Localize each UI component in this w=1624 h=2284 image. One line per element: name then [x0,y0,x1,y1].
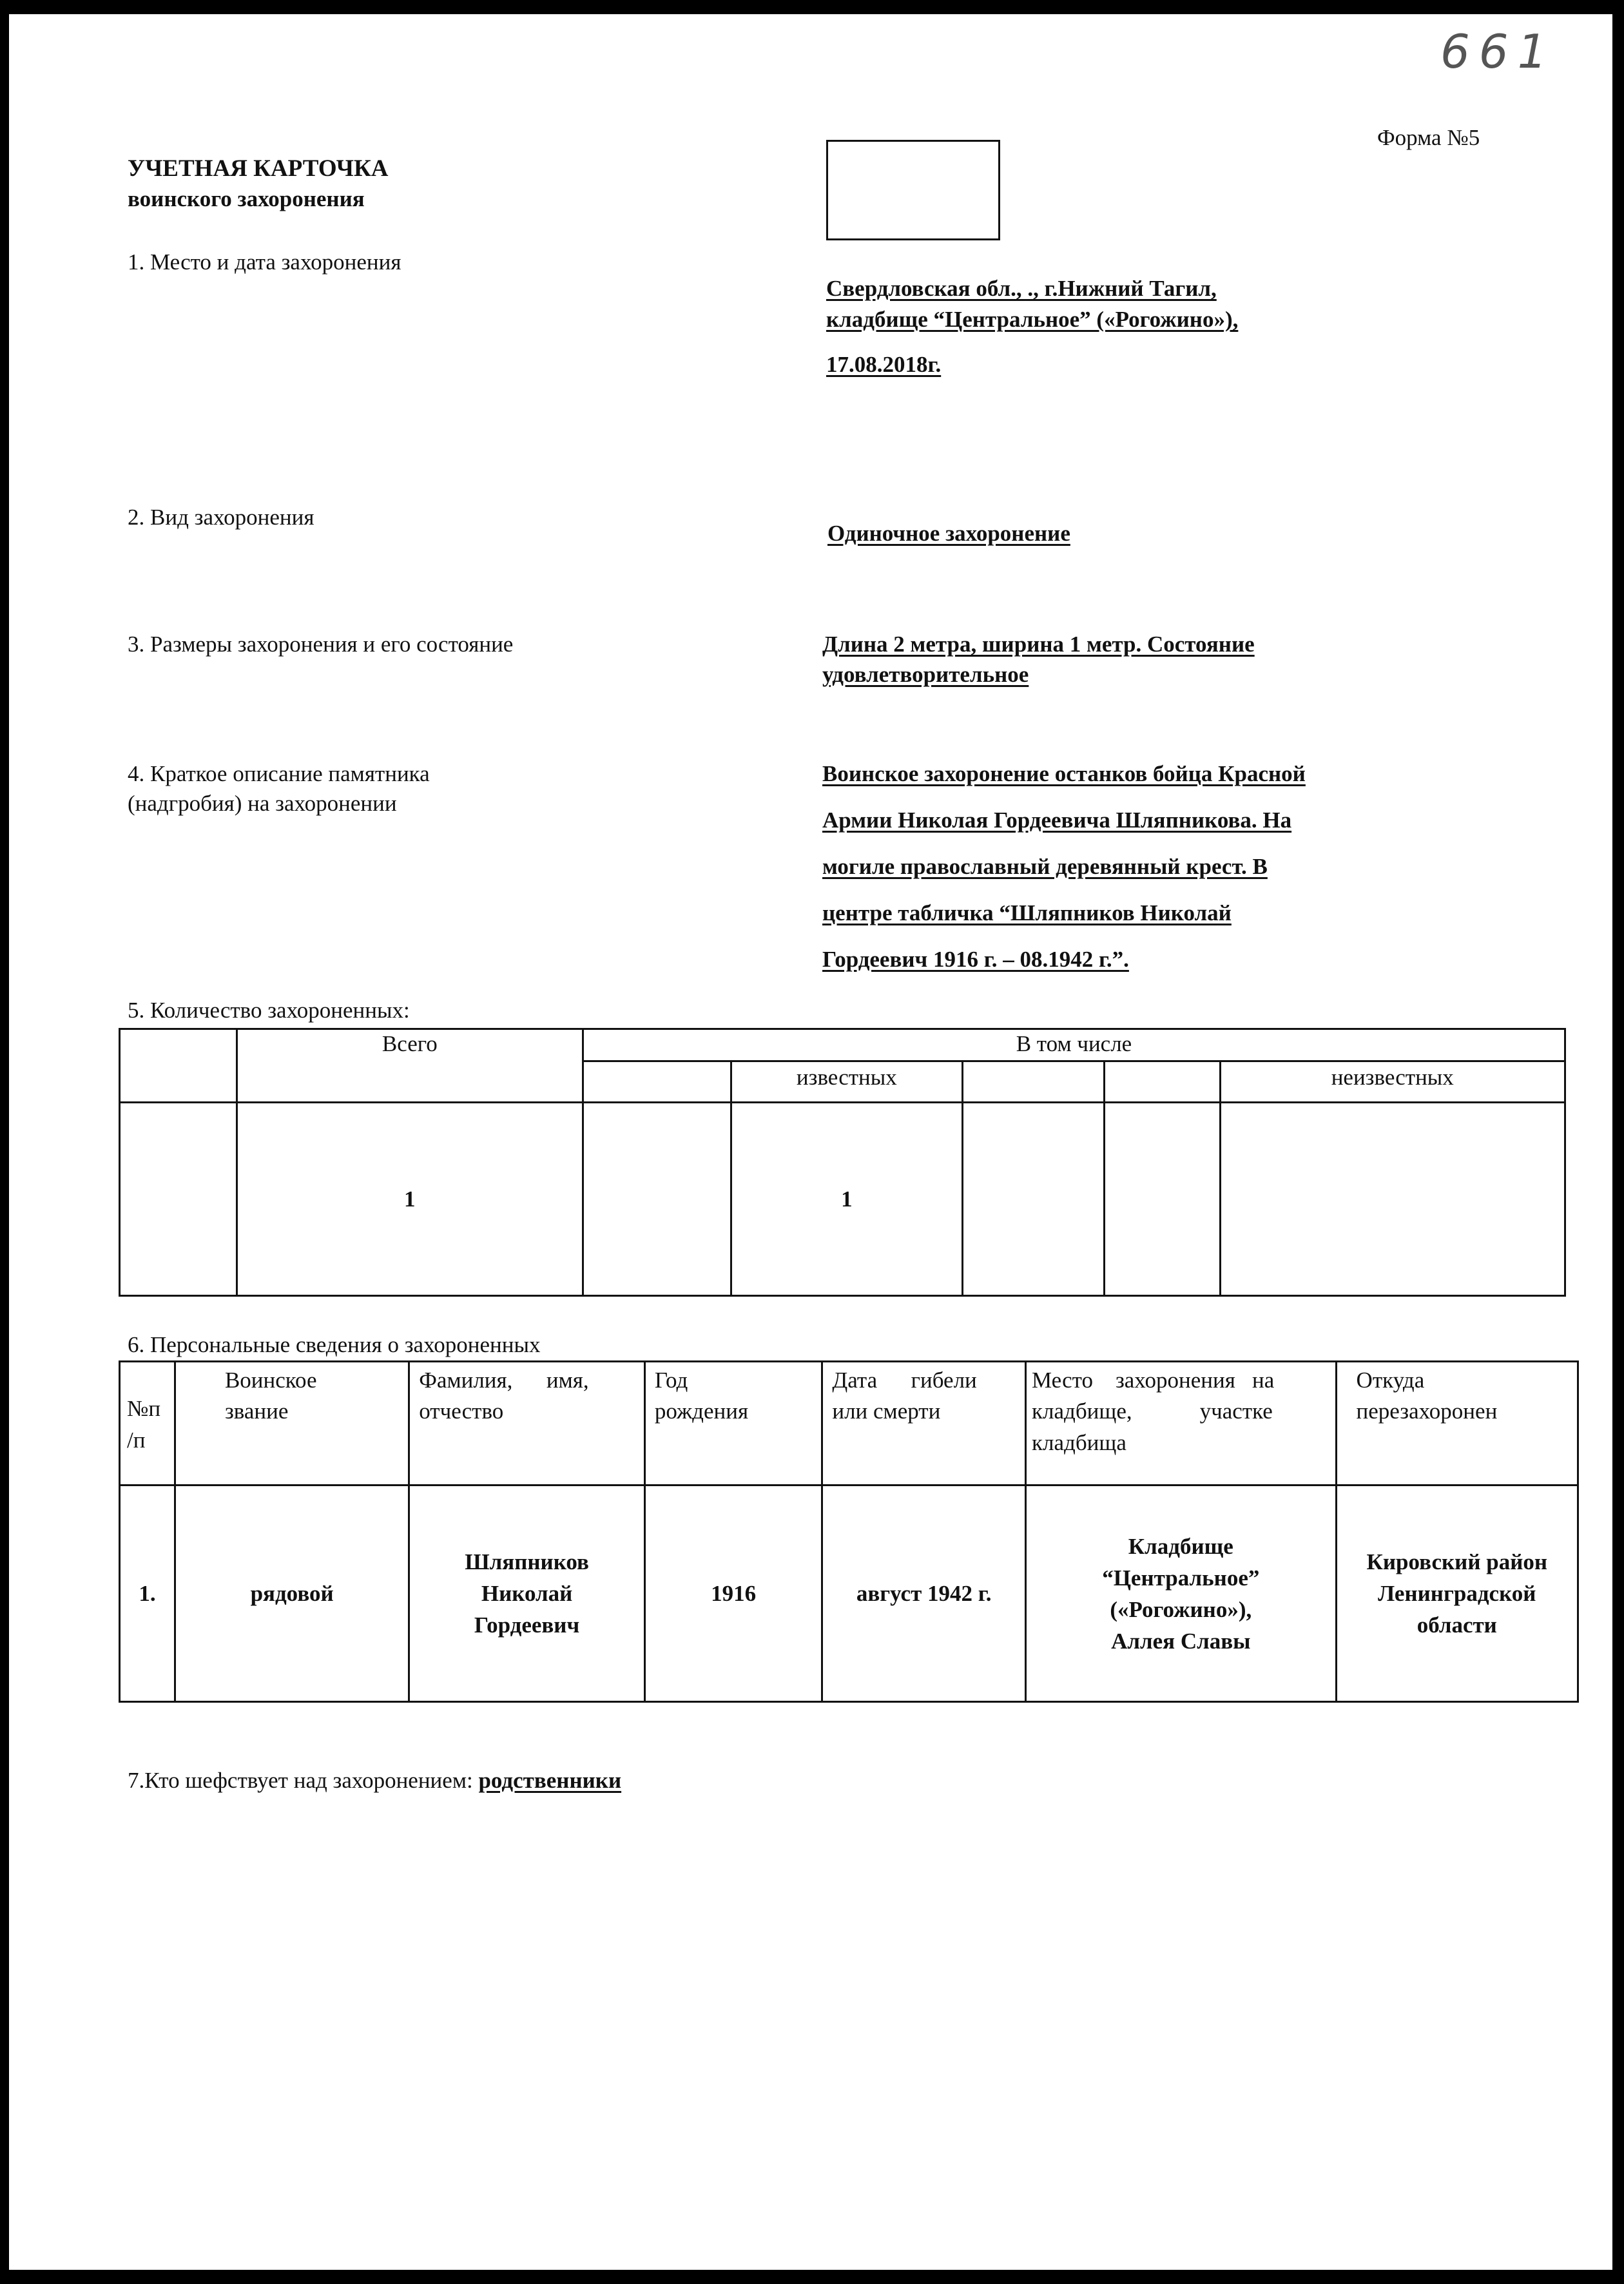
header-num-line-1: №п [127,1396,161,1422]
count-section-label: 5. Количество захороненных: [128,998,410,1023]
header-place [1026,1362,1337,1486]
header-birth [644,1362,822,1486]
row-name-line-1: Шляпников [465,1549,589,1574]
row-place-line-3: («Рогожино»), [1110,1596,1252,1622]
burial-type-label: 2. Вид захоронения [128,505,314,530]
place-date-value-line-3: 17.08.2018г. [826,352,942,377]
header-death [822,1362,1026,1486]
row-rank: рядовой [175,1486,409,1702]
header-num-line-2: /п [127,1427,146,1453]
header-name-line-1: Фамилия, имя, [419,1368,589,1393]
count-subheader-blank-1 [583,1061,731,1103]
header-birth-line-2: рождения [654,1398,749,1424]
guardian-line [128,1765,621,1795]
count-cell-blank-1 [583,1103,731,1296]
burial-type-value: Одиночное захоронение [827,521,1070,546]
personal-section-label: 6. Персональные сведения о захороненных [128,1332,541,1357]
header-num [120,1362,175,1486]
row-from-line-2: Ленинградской [1378,1581,1536,1606]
card-title: УЧЕТНАЯ КАРТОЧКА [128,155,389,182]
monument-value-line-4: центре табличка “Шляпников Николай [822,900,1232,925]
row-place [1026,1486,1337,1702]
header-from [1336,1362,1578,1486]
row-name-line-3: Гордеевич [474,1612,580,1638]
count-cell-blank-3 [1104,1103,1220,1296]
row-place-line-2: “Центральное” [1102,1565,1260,1591]
row-place-line-4: Аллея Славы [1111,1628,1251,1654]
header-birth-line-1: Год [654,1368,688,1393]
row-name-line-2: Николай [481,1581,573,1606]
table-row [120,1486,1578,1702]
monument-label-line-1: 4. Краткое описание памятника [128,761,430,786]
monument-value-line-3: могиле православный деревянный крест. В [822,854,1268,879]
document-sheet [9,14,1612,2270]
row-from-line-3: области [1416,1612,1497,1638]
header-from-line-2: перезахоронен [1356,1398,1498,1424]
card-subtitle: воинского захоронения [128,186,365,211]
count-header-known: известных [731,1061,963,1103]
row-place-line-1: Кладбище [1128,1533,1233,1559]
size-condition-value-line-2: удовлетворительное [822,662,1029,687]
header-rank-line-2: звание [224,1398,289,1424]
header-death-line-2: или смерти [832,1398,941,1424]
row-death: август 1942 г. [822,1486,1026,1702]
header-from-line-1: Откуда [1356,1368,1425,1393]
photo-placeholder-box [826,140,1000,240]
place-date-value-line-2: кладбище “Центральное” («Рогожино»), [826,307,1239,332]
monument-value-line-2: Армии Николая Гордеевича Шляпникова. На [822,808,1292,833]
size-condition-value-line-1: Длина 2 метра, ширина 1 метр. Состояние [822,632,1255,657]
count-cell-empty [120,1103,237,1296]
header-death-line-1: Дата гибели [832,1368,977,1393]
header-name-line-2: отчество [419,1398,504,1424]
count-known-value: 1 [731,1103,963,1296]
header-place-line-1: Место захоронения на [1032,1368,1275,1393]
count-unknown-value [1220,1103,1565,1296]
header-name [409,1362,645,1486]
row-birth: 1916 [644,1486,822,1702]
personal-data-table [119,1360,1579,1703]
monument-value-line-1: Воинское захоронение останков бойца Красной [822,761,1306,786]
count-header-empty [120,1029,237,1103]
guardian-value: родственники [478,1768,622,1793]
header-place-line-3: кладбища [1032,1429,1126,1455]
count-header-unknown: неизвестных [1220,1061,1565,1103]
count-total-value: 1 [237,1103,583,1296]
guardian-label: 7.Кто шефствует над захоронением: [128,1768,479,1793]
header-rank [175,1362,409,1486]
count-cell-blank-2 [963,1103,1105,1296]
monument-label-line-2: (надгробия) на захоронении [128,791,397,816]
count-subheader-blank-2 [963,1061,1105,1103]
count-subheader-blank-3 [1104,1061,1220,1103]
row-num: 1. [120,1486,175,1702]
place-date-label: 1. Место и дата захоронения [128,249,401,275]
header-place-line-2: кладбище, участке [1032,1398,1273,1424]
monument-value-line-5: Гордеевич 1916 г. – 08.1942 г.”. [822,947,1129,972]
size-condition-label: 3. Размеры захоронения и его состояние [128,632,514,657]
place-date-value-line-1: Свердловская обл., ., г.Нижний Тагил, [826,276,1217,301]
row-from [1336,1486,1578,1702]
row-name [409,1486,645,1702]
header-rank-line-1: Воинское [224,1368,317,1393]
document [9,14,1612,2270]
count-header-total: Всего [237,1029,583,1103]
form-number: Форма №5 [1377,125,1480,150]
handwritten-page-number: 661 [1440,24,1556,79]
row-from-line-1: Кировский район [1366,1549,1548,1574]
count-header-including: В том числе [583,1029,1565,1061]
burial-count-table [119,1028,1566,1297]
